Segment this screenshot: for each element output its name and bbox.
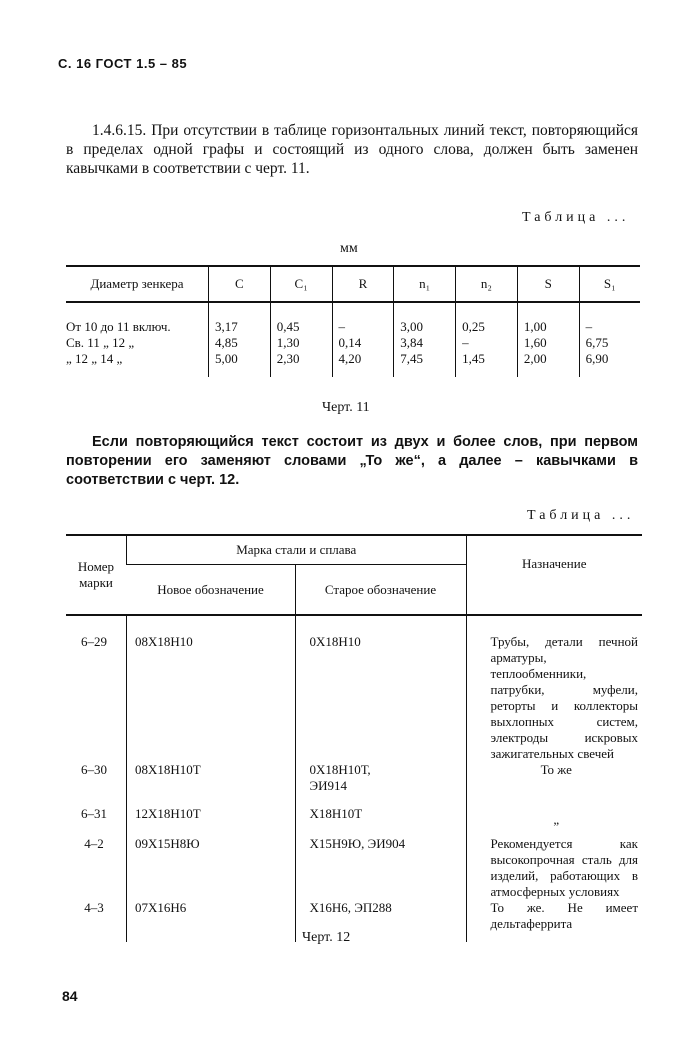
- table2-cell-number: 4–3: [84, 900, 104, 915]
- table2-cell-old: 0Х18Н10: [295, 615, 466, 762]
- table2-cell-number: 6–29: [81, 634, 107, 649]
- table2-cell-purpose: То же: [466, 762, 642, 806]
- table2-header-number: Номер марки: [66, 535, 127, 615]
- table2-cell-purpose: Трубы, детали печной арматуры, теплообменники, патрубки, муфели, реторты и коллекторы выхлопных систем, электроды искровых зажигательных свечей: [466, 615, 642, 762]
- table1-cell-s1: – 6,75 6,90: [579, 302, 640, 377]
- table2-cell-number: 6–31: [81, 806, 107, 821]
- table1-cell-s: 1,00 1,60 2,00: [517, 302, 579, 377]
- table1-cell-r: – 0,14 4,20: [332, 302, 394, 377]
- table2-header-new: Новое обозначение: [127, 565, 296, 615]
- table1-header-s: S: [517, 266, 579, 302]
- table2-label: Таблица ...: [527, 508, 635, 523]
- figure-12-caption: Черт. 12: [302, 930, 351, 945]
- table1-header-diameter: Диаметр зенкера: [66, 266, 209, 302]
- table2-cell-old: Х16Н6, ЭП288: [295, 900, 466, 942]
- table1-header-row: [66, 266, 640, 302]
- table1-cell-diameter: От 10 до 11 включ. Св. 11 „ 12 „ „ 12 „ 14 „: [66, 319, 171, 366]
- table2-cell-new: 09Х15Н8Ю: [127, 836, 296, 900]
- table2-header-row-1: [66, 535, 642, 565]
- table-row: [66, 806, 642, 836]
- figure-11-caption: Черт. 11: [322, 400, 370, 415]
- table1-cell-c: 3,17 4,85 5,00: [209, 302, 271, 377]
- paragraph-1: 1.4.6.15. При отсутствии в таблице горизонтальных линий текст, повторяющийся в пределах одной графы и состоящий из одного слова, должен быть заменен кавычками в соответствии с черт. 11.: [66, 122, 638, 177]
- page-number: 84: [62, 988, 78, 1004]
- table1-header-s1: S₁: [579, 266, 640, 302]
- page-header: С. 16 ГОСТ 1.5 – 85: [58, 56, 188, 71]
- table2-header-old: Старое обозначение: [295, 565, 466, 615]
- table-2: [66, 534, 642, 942]
- table-row: [66, 836, 642, 900]
- table2-header-purpose: Назначение: [466, 535, 642, 615]
- table-row: [66, 762, 642, 806]
- table-row: [66, 302, 640, 377]
- table1-header-n2: n₂: [456, 266, 518, 302]
- table2-cell-old: Х18Н10Т: [295, 806, 466, 836]
- table1-unit: мм: [340, 241, 358, 256]
- table1-label: Таблица ...: [522, 210, 630, 225]
- paragraph-2: Если повторяющийся текст состоит из двух и более слов, при первом повторении его заменяют словами „То же“, а далее – кавычками в соответствии с черт. 12.: [66, 434, 638, 488]
- table2-cell-new: 07Х16Н6: [127, 900, 296, 942]
- table1-header-n1: n₁: [394, 266, 456, 302]
- table2-cell-old: Х15Н9Ю, ЭИ904: [295, 836, 466, 900]
- table1-header-c: C: [209, 266, 271, 302]
- table1-cell-n1: 3,00 3,84 7,45: [394, 302, 456, 377]
- table-row: [66, 900, 642, 942]
- table1-cell-n2: 0,25 – 1,45: [456, 302, 518, 377]
- table2-header-grade: Марка стали и сплава: [127, 535, 467, 565]
- table2-cell-purpose: „: [466, 806, 642, 836]
- table1-header-c1: C₁: [270, 266, 332, 302]
- table1-cell-c1: 0,45 1,30 2,30: [270, 302, 332, 377]
- table2-cell-new: 08Х18Н10Т: [127, 762, 296, 806]
- table2-cell-new: 08Х18Н10: [127, 615, 296, 762]
- table2-cell-number: 6–30: [81, 762, 107, 777]
- table2-cell-number: 4–2: [84, 836, 104, 851]
- table2-cell-purpose: Рекомендуется как высокопрочная сталь для изделий, работающих в атмосферных условиях: [466, 836, 642, 900]
- table-1: [66, 265, 640, 377]
- table2-cell-new: 12Х18Н10Т: [127, 806, 296, 836]
- table2-cell-purpose: То же. Не имеет дельтаферрита: [466, 900, 642, 942]
- table-row: [66, 615, 642, 762]
- table1-header-r: R: [332, 266, 394, 302]
- table2-cell-old: 0Х18Н10Т, ЭИ914: [295, 762, 466, 806]
